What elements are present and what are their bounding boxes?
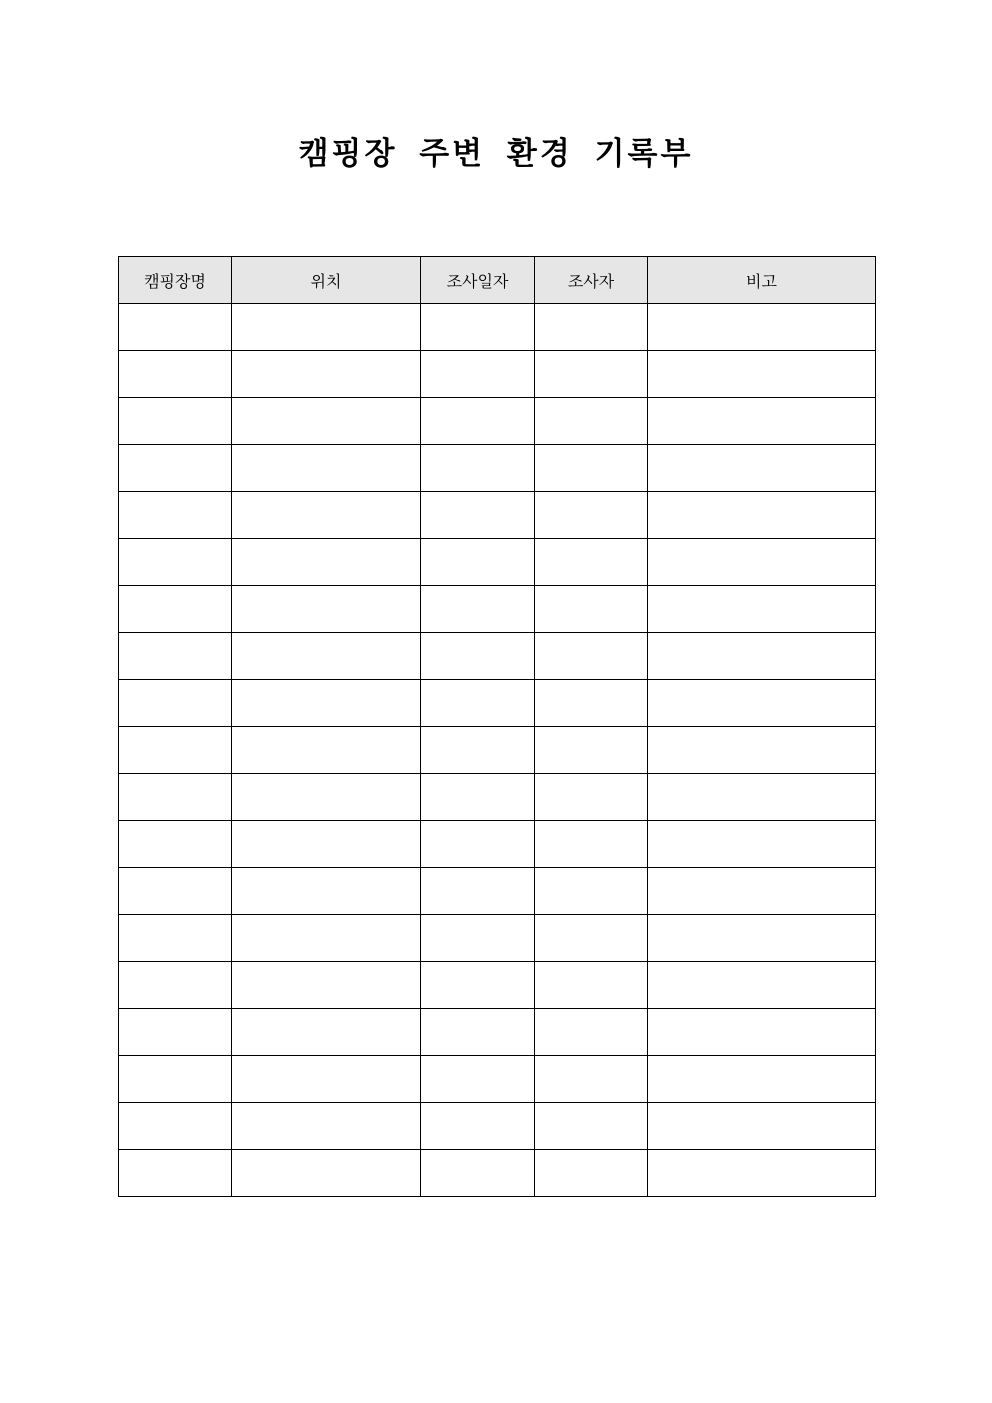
campsite-name-cell[interactable] — [119, 1103, 232, 1150]
survey-date-cell[interactable] — [421, 962, 535, 1009]
location-cell[interactable] — [232, 351, 421, 398]
surveyor-cell[interactable] — [535, 821, 648, 868]
campsite-name-cell[interactable] — [119, 539, 232, 586]
survey-date-cell[interactable] — [421, 774, 535, 821]
surveyor-cell[interactable] — [535, 539, 648, 586]
location-cell[interactable] — [232, 915, 421, 962]
campsite-name-cell[interactable] — [119, 304, 232, 351]
remarks-cell[interactable] — [648, 1056, 876, 1103]
location-cell[interactable] — [232, 1103, 421, 1150]
table-row — [119, 539, 876, 586]
campsite-name-cell[interactable] — [119, 1150, 232, 1197]
survey-date-cell[interactable] — [421, 445, 535, 492]
record-table-body — [119, 304, 876, 1197]
surveyor-cell[interactable] — [535, 633, 648, 680]
survey-date-cell[interactable] — [421, 633, 535, 680]
campsite-name-cell[interactable] — [119, 962, 232, 1009]
survey-date-cell[interactable] — [421, 1009, 535, 1056]
location-cell[interactable] — [232, 633, 421, 680]
location-cell[interactable] — [232, 304, 421, 351]
remarks-cell[interactable] — [648, 445, 876, 492]
location-cell[interactable] — [232, 868, 421, 915]
survey-date-cell[interactable] — [421, 1056, 535, 1103]
survey-date-cell[interactable] — [421, 1150, 535, 1197]
location-cell[interactable] — [232, 680, 421, 727]
remarks-cell[interactable] — [648, 304, 876, 351]
surveyor-cell[interactable] — [535, 351, 648, 398]
table-row — [119, 680, 876, 727]
remarks-cell[interactable] — [648, 586, 876, 633]
surveyor-cell[interactable] — [535, 492, 648, 539]
surveyor-cell[interactable] — [535, 445, 648, 492]
remarks-cell[interactable] — [648, 962, 876, 1009]
remarks-cell[interactable] — [648, 633, 876, 680]
campsite-name-cell[interactable] — [119, 727, 232, 774]
survey-date-cell[interactable] — [421, 821, 535, 868]
location-cell[interactable] — [232, 445, 421, 492]
remarks-cell[interactable] — [648, 680, 876, 727]
column-header-survey-date: 조사일자 — [421, 257, 535, 304]
table-row — [119, 351, 876, 398]
table-row — [119, 915, 876, 962]
column-header-surveyor: 조사자 — [535, 257, 648, 304]
survey-date-cell[interactable] — [421, 398, 535, 445]
campsite-name-cell[interactable] — [119, 1009, 232, 1056]
survey-date-cell[interactable] — [421, 915, 535, 962]
survey-date-cell[interactable] — [421, 680, 535, 727]
remarks-cell[interactable] — [648, 1103, 876, 1150]
table-row — [119, 398, 876, 445]
location-cell[interactable] — [232, 586, 421, 633]
column-header-campsite-name: 캠핑장명 — [119, 257, 232, 304]
remarks-cell[interactable] — [648, 539, 876, 586]
campsite-name-cell[interactable] — [119, 492, 232, 539]
table-row — [119, 633, 876, 680]
surveyor-cell[interactable] — [535, 868, 648, 915]
column-header-location: 위치 — [232, 257, 421, 304]
campsite-name-cell[interactable] — [119, 398, 232, 445]
page-title: 캠핑장 주변 환경 기록부 — [298, 136, 694, 172]
remarks-cell[interactable] — [648, 1009, 876, 1056]
survey-date-cell[interactable] — [421, 539, 535, 586]
location-cell[interactable] — [232, 398, 421, 445]
table-row — [119, 1103, 876, 1150]
campsite-name-cell[interactable] — [119, 774, 232, 821]
table-row — [119, 1056, 876, 1103]
campsite-name-cell[interactable] — [119, 445, 232, 492]
surveyor-cell[interactable] — [535, 962, 648, 1009]
location-cell[interactable] — [232, 962, 421, 1009]
campsite-name-cell[interactable] — [119, 915, 232, 962]
survey-date-cell[interactable] — [421, 492, 535, 539]
surveyor-cell[interactable] — [535, 586, 648, 633]
campsite-name-cell[interactable] — [119, 868, 232, 915]
surveyor-cell[interactable] — [535, 1056, 648, 1103]
table-row — [119, 445, 876, 492]
location-cell[interactable] — [232, 1150, 421, 1197]
campsite-name-cell[interactable] — [119, 586, 232, 633]
survey-date-cell[interactable] — [421, 351, 535, 398]
location-cell[interactable] — [232, 727, 421, 774]
remarks-cell[interactable] — [648, 1150, 876, 1197]
surveyor-cell[interactable] — [535, 304, 648, 351]
remarks-cell[interactable] — [648, 727, 876, 774]
location-cell[interactable] — [232, 492, 421, 539]
campsite-name-cell[interactable] — [119, 1056, 232, 1103]
survey-date-cell[interactable] — [421, 868, 535, 915]
survey-date-cell[interactable] — [421, 586, 535, 633]
remarks-cell[interactable] — [648, 492, 876, 539]
campsite-name-cell[interactable] — [119, 633, 232, 680]
table-row — [119, 492, 876, 539]
table-row — [119, 962, 876, 1009]
survey-date-cell[interactable] — [421, 1103, 535, 1150]
table-row — [119, 586, 876, 633]
table-row — [119, 821, 876, 868]
campsite-name-cell[interactable] — [119, 821, 232, 868]
surveyor-cell[interactable] — [535, 398, 648, 445]
survey-date-cell[interactable] — [421, 304, 535, 351]
column-header-remarks: 비고 — [648, 257, 876, 304]
table-row — [119, 1009, 876, 1056]
location-cell[interactable] — [232, 774, 421, 821]
surveyor-cell[interactable] — [535, 1150, 648, 1197]
remarks-cell[interactable] — [648, 821, 876, 868]
surveyor-cell[interactable] — [535, 680, 648, 727]
location-cell[interactable] — [232, 1056, 421, 1103]
location-cell[interactable] — [232, 821, 421, 868]
remarks-cell[interactable] — [648, 915, 876, 962]
campsite-name-cell[interactable] — [119, 680, 232, 727]
surveyor-cell[interactable] — [535, 1103, 648, 1150]
campsite-name-cell[interactable] — [119, 351, 232, 398]
remarks-cell[interactable] — [648, 398, 876, 445]
surveyor-cell[interactable] — [535, 1009, 648, 1056]
surveyor-cell[interactable] — [535, 727, 648, 774]
record-table — [118, 256, 876, 1197]
remarks-cell[interactable] — [648, 868, 876, 915]
table-row — [119, 1150, 876, 1197]
survey-date-cell[interactable] — [421, 727, 535, 774]
table-row — [119, 727, 876, 774]
table-row — [119, 868, 876, 915]
remarks-cell[interactable] — [648, 351, 876, 398]
location-cell[interactable] — [232, 1009, 421, 1056]
surveyor-cell[interactable] — [535, 915, 648, 962]
remarks-cell[interactable] — [648, 774, 876, 821]
table-row — [119, 774, 876, 821]
header-row — [119, 257, 876, 304]
location-cell[interactable] — [232, 539, 421, 586]
surveyor-cell[interactable] — [535, 774, 648, 821]
table-row — [119, 304, 876, 351]
